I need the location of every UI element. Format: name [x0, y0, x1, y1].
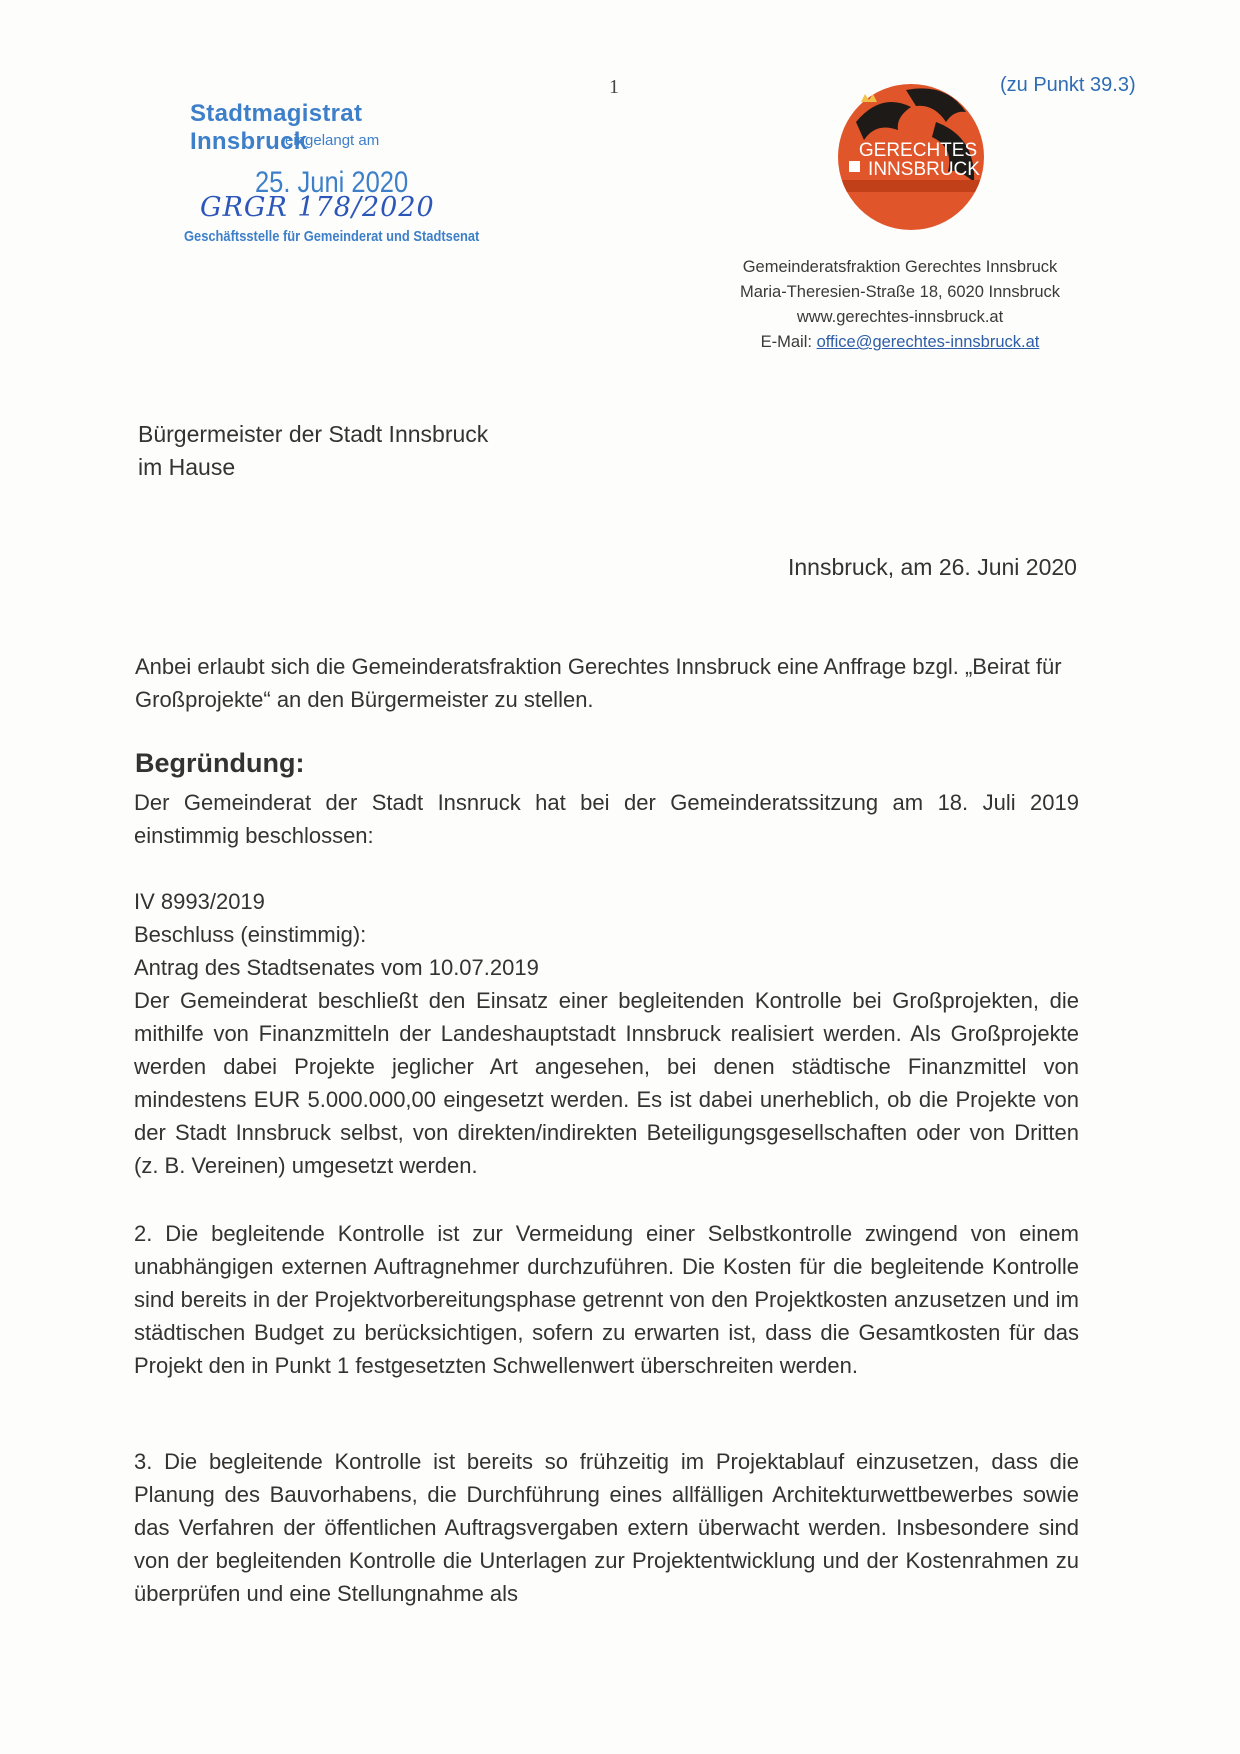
stamp-date: 25. Juni 2020 [255, 166, 409, 199]
section-heading: Begründung: [135, 748, 305, 778]
stamp-department: Geschäftsstelle für Gemeinderat und Stadtsenat [184, 228, 480, 245]
stamp-subtitle: eingelangt am [285, 132, 380, 149]
city-crest-icon [849, 161, 860, 172]
page-number: 1 [609, 76, 619, 98]
recipient-block [138, 418, 488, 484]
paragraph-1: Der Gemeinderat der Stadt Insnruck hat bei der Gemeinderatssitzung am 18. Juli 2019 einstimmig beschlossen: [134, 790, 1079, 848]
email-link[interactable]: office@gerechtes-innsbruck.at [816, 333, 1040, 351]
stamp-handwritten-reference: GRGR 178/2020 [200, 192, 435, 223]
sender-website: www.gerechtes-innsbruck.at [796, 308, 1004, 326]
party-logo [836, 82, 986, 232]
letter-date: Innsbruck, am 26. Juni 2020 [788, 554, 1077, 580]
sender-address-block [690, 255, 1110, 355]
resolution-type: Beschluss (einstimmig): [134, 922, 367, 947]
resolution-text: Der Gemeinderat beschließt den Einsatz einer begleitenden Kontrolle bei Großprojekten, die mithilfe von Finanzmitteln der Landeshauptstadt Innsbruck realisiert werden. Als Großprojekte werden dabei Projekte jeglicher Art angesehen, bei denen städtische Finanzmittel von mindestens EUR 5.000.000,00 eingesetzt werden. Es ist dabei unerheblich, ob die Projekte von der Stadt Innsbruck selbst, von direkten/indirekten Beteiligungsgesellschaften oder von Dritten (z. B. Vereinen) umgesetzt werden. [134, 988, 1079, 1178]
intro-paragraph: Anbei erlaubt sich die Gemeinderatsfraktion Gerechtes Innsbruck eine Anffrage bzgl. „Beirat für Großprojekte“ an den Bürgermeister zu stellen. [135, 654, 1062, 712]
stamp-title: Stadtmagistrat Innsbruck [190, 100, 363, 155]
sender-address: Maria-Theresien-Straße 18, 6020 Innsbruck [739, 283, 1061, 301]
paragraph-2: 2. Die begleitende Kontrolle ist zur Vermeidung einer Selbstkontrolle zwingend von einem unabhängigen externen Auftragnehmer durchzuführen. Die Kosten für die begleitende Kontrolle sind bereits in der Projektvorbereitungsphase getrennt von den Projektkosten anzusetzen und im städtischen Budget zu berücksichtigen, sofern zu erwarten ist, dass die Gesamtkosten für das Projekt den in Punkt 1 festgesetzten Schwellenwert überschreiten werden. [134, 1221, 1079, 1378]
resolution-block [134, 885, 1079, 1182]
recipient-line2: im Hause [138, 454, 236, 480]
logo-text-line1: GERECHTES [858, 140, 978, 161]
sender-email-line [690, 330, 1110, 355]
received-stamp [180, 100, 480, 260]
resolution-number: IV 8993/2019 [134, 889, 265, 914]
resolution-motion: Antrag des Stadtsenates vom 10.07.2019 [134, 955, 539, 980]
logo-text-line2: INNSBRUCK [868, 159, 980, 180]
email-label: E-Mail: [760, 333, 812, 351]
recipient-line1: Bürgermeister der Stadt Innsbruck [138, 421, 489, 447]
sender-name: Gemeinderatsfraktion Gerechtes Innsbruck [742, 258, 1058, 276]
agenda-reference: (zu Punkt 39.3) [1000, 74, 1136, 96]
paragraph-3: 3. Die begleitende Kontrolle ist bereits so frühzeitig im Projektablauf einzusetzen, dass die Planung des Bauvorhabens, die Durchführung eines allfälligen Architekturwettbewerbes sowie das Verfahren der öffentlichen Auftragsvergaben extern überwacht werden. Insbesondere sind von der begleitenden Kontrolle die Unterlagen zur Projektentwicklung und der Kostenrahmen zu überprüfen und eine Stellungnahme als [134, 1449, 1079, 1606]
